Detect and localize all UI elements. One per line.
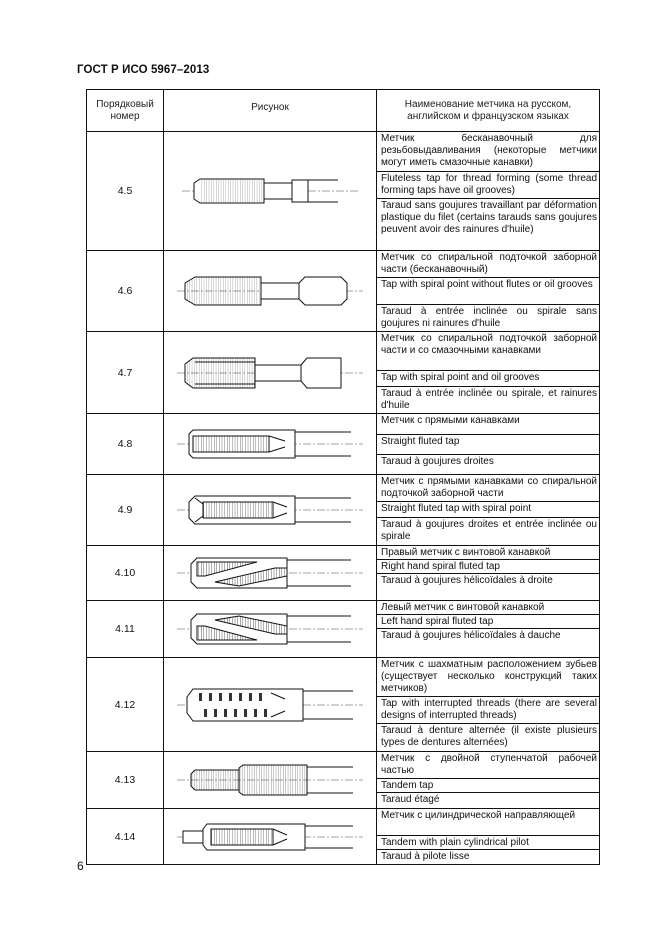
header-names: Наименование метчика на русском, английском и французском языках: [377, 90, 600, 132]
name-fr: Taraud à entrée inclinée ou spirale, et rainures d'huile: [381, 388, 597, 411]
name-fr: Taraud à goujures droites: [381, 456, 494, 467]
page-number: 6: [77, 859, 84, 873]
straight-fluted-spiral-point-tap-icon: [175, 490, 365, 530]
right-hand-spiral-tap-icon: [175, 552, 365, 594]
name-ru: Метчик бесканавочный для резьбовыдавливания (некоторые метчики могут иметь смазочные канавки): [377, 132, 599, 172]
name-fr: Taraud à pilote lisse: [381, 851, 470, 862]
spiral-point-oil-groove-tap-icon: [175, 348, 365, 398]
row-number: 4.8: [87, 414, 164, 475]
table-row: [87, 546, 600, 601]
table-row: [87, 752, 600, 809]
row-number: 4.10: [87, 546, 164, 601]
row-number: 4.7: [87, 332, 164, 414]
row-number: 4.13: [87, 752, 164, 809]
name-en: Tap with spiral point and oil grooves: [377, 371, 599, 387]
name-fr: Taraud à goujures hélicoïdales à dauche: [381, 630, 561, 641]
header-number: Порядковый номер: [87, 90, 164, 132]
name-en: Tap with spiral point without flutes or oil grooves: [377, 278, 599, 305]
name-ru: Метчик со спиральной подточкой заборной части и со смазочными канавками: [377, 332, 599, 371]
name-fr: Taraud à goujures hélicoïdales à droite: [381, 575, 553, 586]
name-fr: Taraud à denture alternée (il existe plusieurs types de dentures alternées): [381, 725, 597, 748]
tap-types-table: [86, 89, 600, 865]
name-ru: Левый метчик с винтовой канавкой: [377, 601, 599, 615]
name-ru: Правый метчик с винтовой канавкой: [377, 546, 599, 560]
name-en: Tap with interrupted threads (there are several designs of interrupted threads): [377, 697, 599, 724]
name-ru: Метчик с шахматным расположением зубьев (существует несколько конструкций таких метчиков): [377, 658, 599, 697]
name-ru: Метчик с цилиндрической направляющей: [377, 809, 599, 836]
tandem-tap-icon: [175, 760, 365, 800]
row-number: 4.5: [87, 132, 164, 251]
header-figure: Рисунок: [164, 90, 377, 132]
table-row: [87, 414, 600, 475]
pilot-tap-icon: [175, 817, 365, 857]
table-header-row: [87, 90, 600, 132]
name-en: Left hand spiral fluted tap: [377, 615, 599, 629]
table-row: [87, 658, 600, 752]
name-en: Tandem with plain cylindrical pilot: [377, 836, 599, 850]
name-en: Straight fluted tap: [377, 435, 599, 455]
row-number: 4.11: [87, 601, 164, 658]
name-ru: Метчик со спиральной подточкой заборной части (бесканавочный): [377, 251, 599, 278]
name-fr: Taraud à goujures droites et entrée inclinée ou spirale: [381, 519, 597, 542]
table-row: [87, 601, 600, 658]
name-ru: Метчик с двойной ступенчатой рабочей частью: [377, 752, 599, 779]
table-row: [87, 475, 600, 546]
row-number: 4.6: [87, 251, 164, 332]
fluteless-tap-icon: [180, 169, 360, 213]
straight-fluted-tap-icon: [175, 424, 365, 464]
name-fr: Taraud étagé: [381, 794, 440, 805]
name-ru: Метчик с прямыми канавками со спиральной подточкой заборной части: [377, 475, 599, 502]
name-fr: Taraud sans goujures travaillant par déformation plastique du filet (certains tarauds sans goujures peuvent avoir des rainures d'huile): [381, 200, 597, 235]
name-en: Straight fluted tap with spiral point: [377, 502, 599, 518]
row-number: 4.9: [87, 475, 164, 546]
document-title: ГОСТ Р ИСО 5967–2013: [77, 64, 210, 76]
name-en: Fluteless tap for thread forming (some thread forming taps have oil grooves): [377, 172, 599, 199]
name-fr: Taraud à entrée inclinée ou spirale sans goujures ni rainures d'huile: [381, 306, 597, 329]
name-ru: Метчик с прямыми канавками: [377, 414, 599, 435]
table-row: [87, 251, 600, 332]
table-row: [87, 809, 600, 865]
spiral-point-tap-icon: [175, 269, 365, 313]
name-en: Right hand spiral fluted tap: [377, 560, 599, 574]
table-row: [87, 332, 600, 414]
row-number: 4.12: [87, 658, 164, 752]
table-row: [87, 132, 600, 251]
row-number: 4.14: [87, 809, 164, 865]
name-en: Tandem tap: [377, 779, 599, 793]
interrupted-thread-tap-icon: [175, 679, 365, 731]
left-hand-spiral-tap-icon: [175, 608, 365, 650]
